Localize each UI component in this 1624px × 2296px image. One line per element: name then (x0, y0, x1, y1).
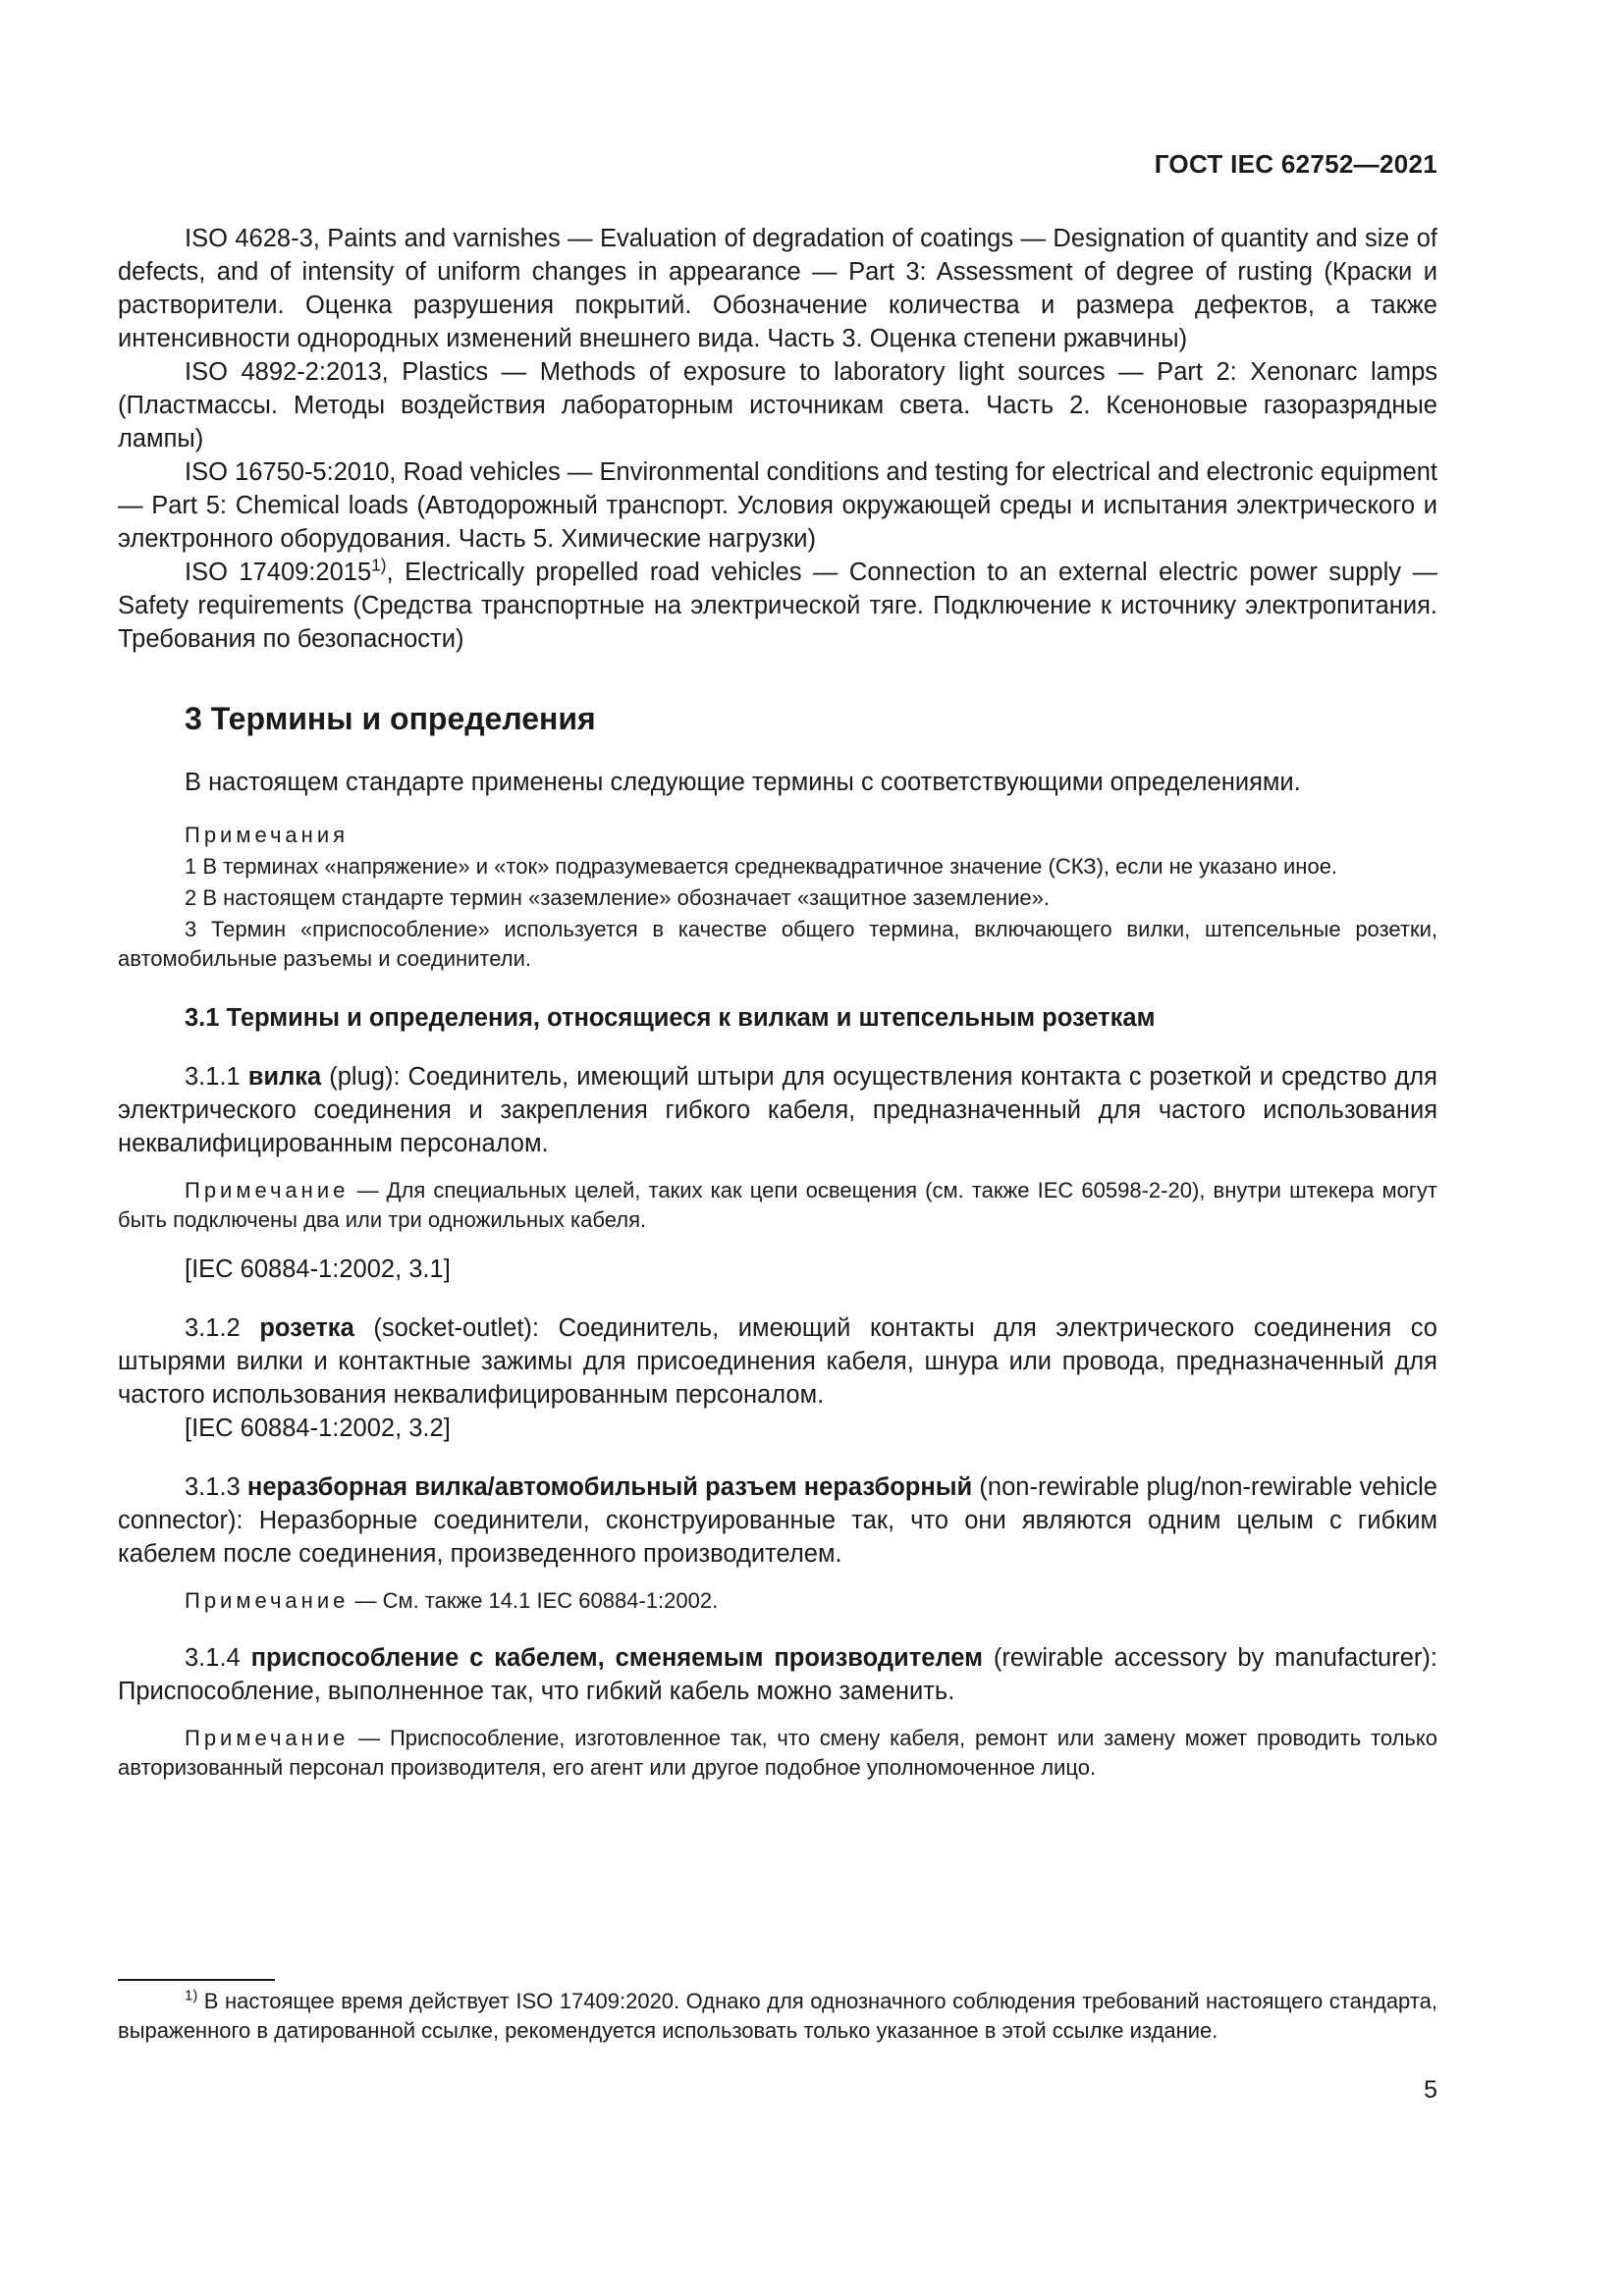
term-definition: (plug): Соединитель, имеющий штыри для осуществления контакта с розеткой и средство для электрического соединения и закрепления гибкого кабеля, предназначенный для частого использования неквалифицированным персоналом. (118, 1063, 1437, 1157)
note-item-3: 3 Термин «приспособление» используется в качестве общего термина, включающего вилки, штепсельные розетки, автомобильные разъемы и соединители. (118, 917, 1437, 971)
reference-code: ISO 17409:2015 (185, 559, 372, 586)
footnote-1 (118, 1987, 1437, 2046)
term-definition: (socket-outlet): Соединитель, имеющий контакты для электрического соединения со штырями вилки и контактные зажимы для присоединения кабеля, шнура или провода, предназначенный для частого использования неквалифицированным персоналом. (118, 1314, 1437, 1409)
term-3-1-1-note (118, 1176, 1437, 1235)
term-name: неразборная вилка/автомобильный разъем неразборный (246, 1473, 973, 1501)
footnote-divider (118, 1979, 275, 1981)
term-3-1-1-source: [IEC 60884-1:2002, 3.1] (185, 1255, 451, 1283)
section-3-intro: В настоящем стандарте применены следующие термины с соответствующими определениями. (185, 769, 1301, 796)
term-3-1-3 (118, 1470, 1437, 1571)
document-body (118, 222, 1437, 1783)
term-3-1-4-note (118, 1724, 1437, 1783)
footnote-ref-marker[interactable]: 1) (371, 555, 387, 575)
reference-iso-4892-2: ISO 4892-2:2013, Plastics — Methods of exposure to laboratory light sources — Part 2: Xenonarc lamps (Пластмассы. Методы воздействия лабораторным источникам света. Часть 2. Ксеноновые газоразрядные лампы) (118, 358, 1437, 453)
subsection-3-1-heading: 3.1 Термины и определения, относящиеся к вилкам и штепсельным розеткам (185, 1004, 1156, 1032)
term-number: 3.1.4 (185, 1644, 251, 1672)
term-3-1-2 (118, 1311, 1437, 1412)
document-id-header: ГОСТ IEC 62752—2021 (1154, 149, 1437, 179)
notes-label: Примечания (185, 823, 350, 847)
note-text: — Приспособление, изготовленное так, что смену кабеля, ремонт или замену может проводить только авторизованный персонал производителя, его агент или другое подобное уполномоченное лицо. (118, 1726, 1437, 1780)
reference-iso-4628-3: ISO 4628-3, Paints and varnishes — Evaluation of degradation of coatings — Designation of quantity and size of defects, and of intensity of uniform changes in appearance — Part 3: Assessment of degree of rusting (Краски и растворители. Оценка разрушения покрытий. Обозначение количества и размера дефектов, а также интенсивности однородных изменений внешнего вида. Часть 3. Оценка степени ржавчины) (118, 225, 1437, 352)
section-3-heading: 3 Термины и определения (185, 701, 596, 736)
note-label: Примечание (185, 1726, 350, 1750)
term-name: вилка (247, 1063, 322, 1091)
note-label: Примечание (185, 1588, 350, 1613)
term-3-1-4 (118, 1641, 1437, 1708)
reference-title: , Electrically propelled road vehicles — Connection to an external electric power supply — Safety requirements (Средства транспортные на электрической тяге. Подключение к источнику электропитания. Требования по безопасности) (118, 559, 1437, 653)
page-number: 5 (1424, 2076, 1437, 2104)
term-number: 3.1.3 (185, 1473, 247, 1501)
note-item-1: 1 В терминах «напряжение» и «ток» подразумевается среднеквадратичное значение (СКЗ), если не указано иное. (185, 854, 1338, 879)
footnote-marker: 1) (185, 1987, 198, 2004)
reference-iso-16750-5: ISO 16750-5:2010, Road vehicles — Environmental conditions and testing for electrical and electronic equipment — Part 5: Chemical loads (Автодорожный транспорт. Условия окружающей среды и испытания электрического и электронного оборудования. Часть 5. Химические нагрузки) (118, 458, 1437, 553)
term-number: 3.1.1 (185, 1063, 248, 1091)
term-definition: (non-rewirable plug/non-rewirable vehicle connector): Неразборные соединители, сконструированные так, что они являются одним целым с гибким кабелем после соединения, произведенного производителем. (118, 1473, 1437, 1568)
term-3-1-2-source: [IEC 60884-1:2002, 3.2] (185, 1415, 451, 1442)
term-name: приспособление с кабелем, сменяемым производителем (250, 1644, 983, 1672)
term-name: розетка (259, 1314, 354, 1342)
term-3-1-1 (118, 1060, 1437, 1160)
term-definition: (rewirable accessory by manufacturer): Приспособление, выполненное так, что гибкий кабель можно заменить. (118, 1644, 1437, 1705)
reference-iso-17409 (118, 556, 1437, 656)
footnote-text: В настоящее время действует ISO 17409:2020. Однако для однозначного соблюдения требований настоящего стандарта, выраженного в датированной ссылке, рекомендуется использовать только указанное в этой ссылке издание. (118, 1989, 1437, 2043)
term-number: 3.1.2 (185, 1314, 260, 1342)
note-label: Примечание (185, 1178, 350, 1202)
term-3-1-3-note (118, 1586, 1437, 1616)
note-text: — См. также 14.1 IEC 60884-1:2002. (349, 1588, 719, 1613)
note-text: — Для специальных целей, таких как цепи освещения (см. также IEC 60598-2-20), внутри штекера могут быть подключены два или три одножильных кабеля. (118, 1178, 1437, 1232)
note-item-2: 2 В настоящем стандарте термин «заземление» обозначает «защитное заземление». (185, 885, 1050, 910)
